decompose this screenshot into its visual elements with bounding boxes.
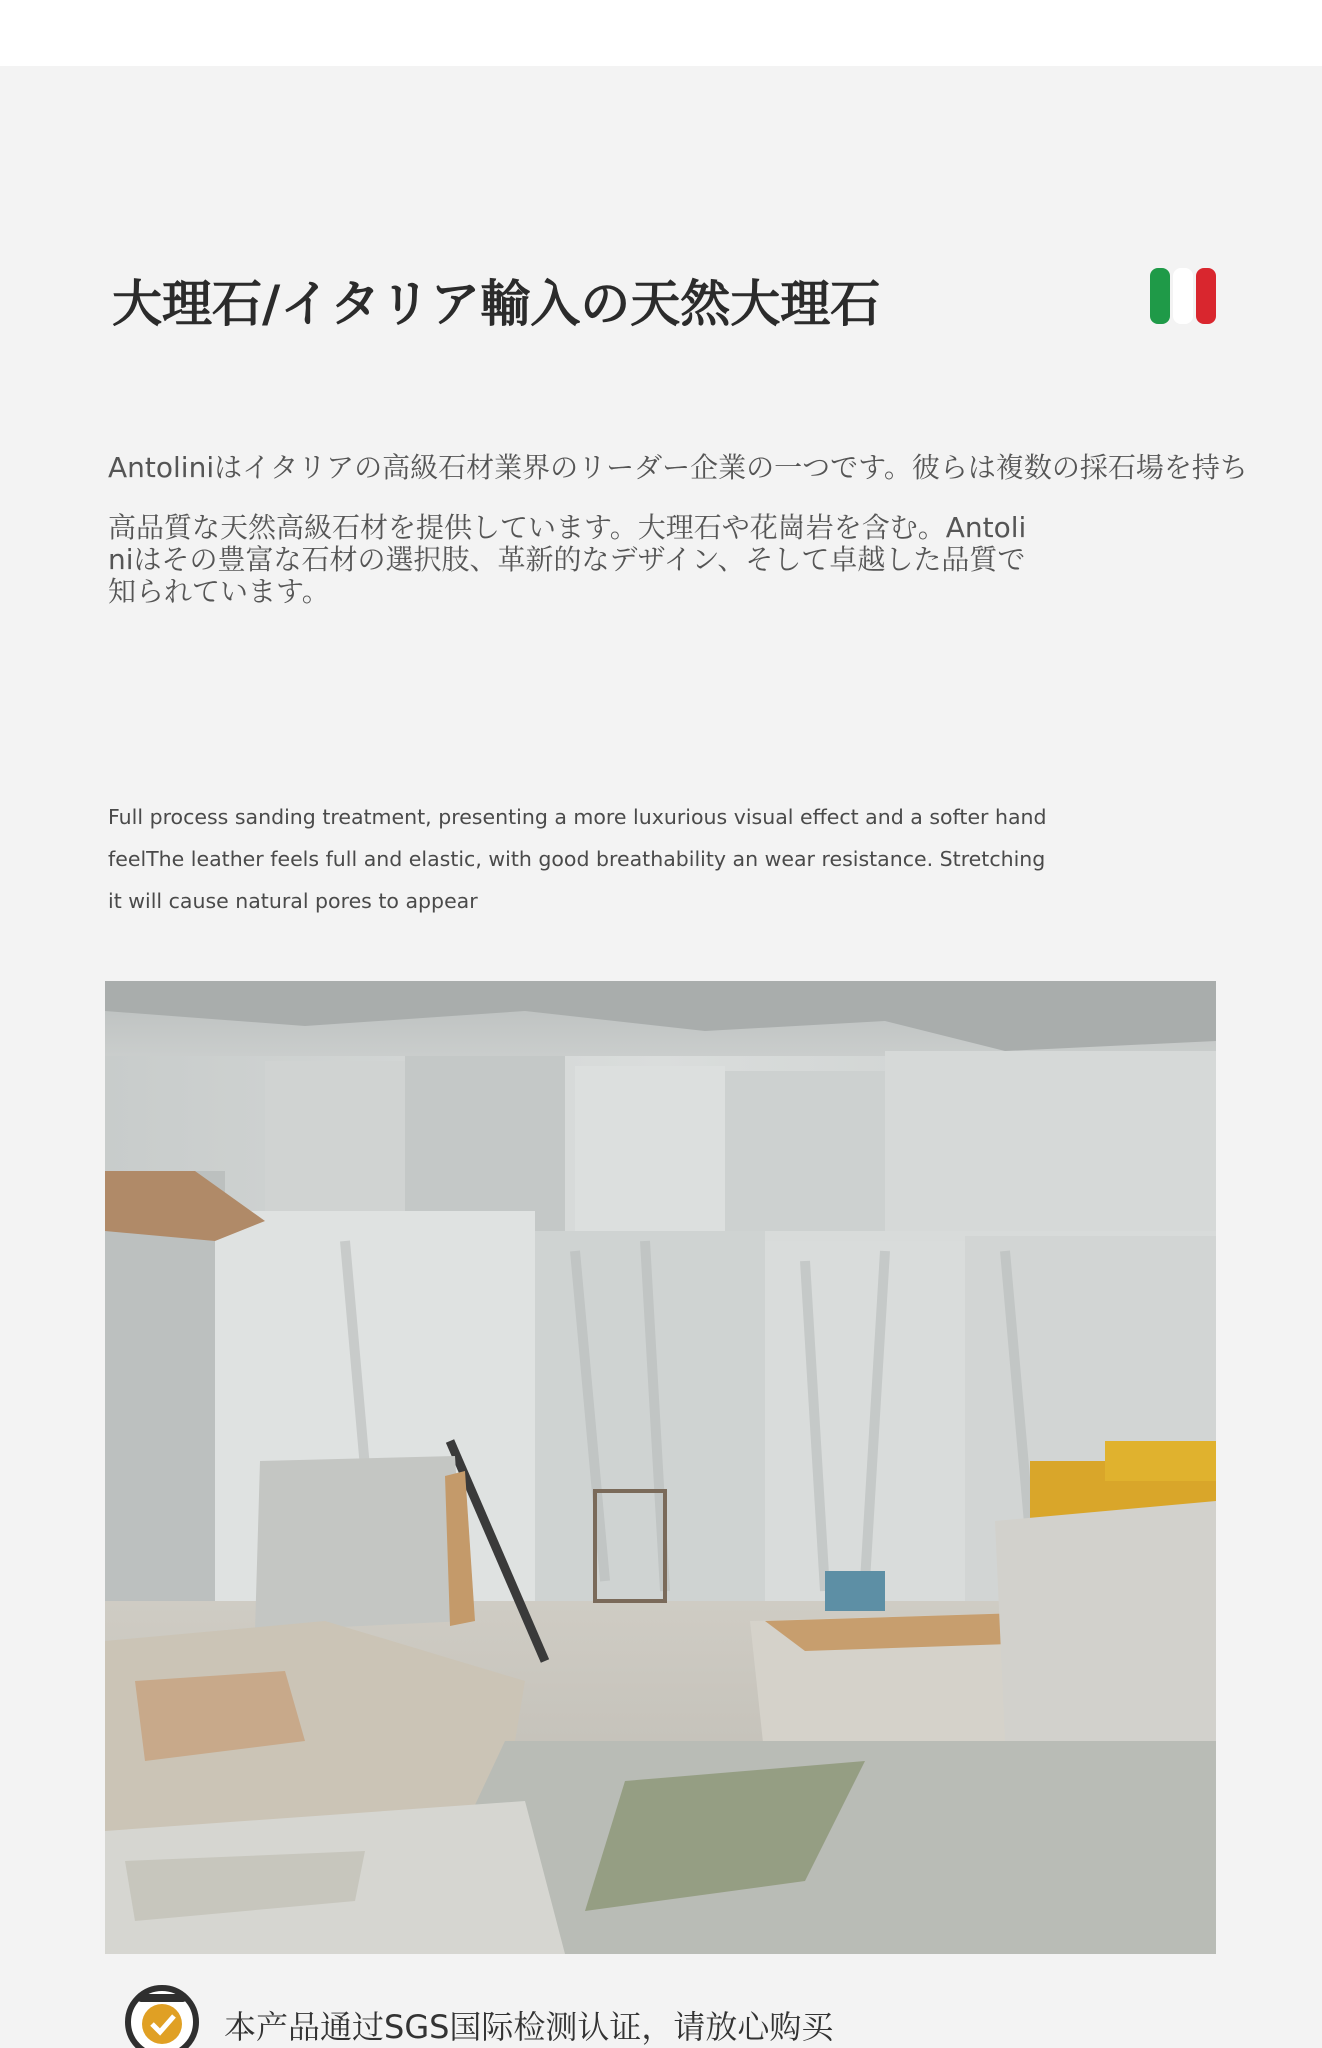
intro-line: 知られています。 — [108, 575, 330, 608]
intro-line: 高品質な天然高級石材を提供しています。大理石や花崗岩を含む。Antoli — [108, 511, 1027, 544]
page-title: 大理石/イタリア輸入の天然大理石 — [112, 275, 881, 333]
product-detail-page — [0, 66, 1322, 2048]
certification-banner — [124, 1984, 1224, 2048]
certification-text: 本产品通过SGS国际检测认证，请放心购买 — [224, 2008, 834, 2046]
flag-stripe-white — [1173, 268, 1193, 324]
intro-paragraph — [108, 512, 1098, 608]
english-description — [108, 796, 1168, 922]
flag-stripe-red — [1196, 268, 1216, 324]
intro-line-1: Antoliniはイタリアの高級石材業界のリーダー企業の一つです。彼らは複数の採石場を持ち — [108, 451, 1248, 484]
flag-stripe-green — [1150, 268, 1170, 324]
english-line: Full process sanding treatment, presenting a more luxurious visual effect and a softer hand — [108, 805, 1047, 829]
marble-quarry-photo — [105, 981, 1216, 1954]
italy-flag-icon — [1150, 268, 1216, 324]
english-line: it will cause natural pores to appear — [108, 889, 478, 913]
english-line: feelThe leather feels full and elastic, with good breathability an wear resistance. Stretching — [108, 847, 1046, 871]
sgs-certified-badge-icon — [124, 1984, 200, 2048]
intro-line: niはその豊富な石材の選択肢、革新的なデザイン、そして卓越した品質で — [108, 543, 1026, 576]
